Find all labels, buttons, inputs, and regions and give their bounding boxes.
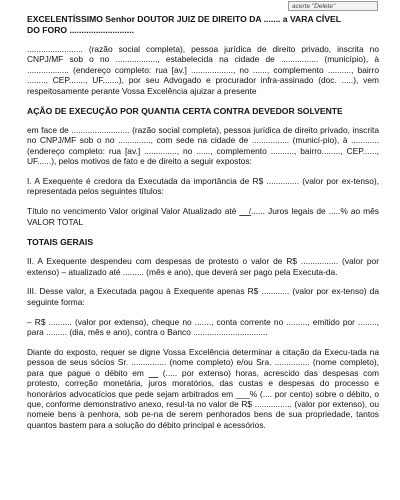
final-request (27, 347, 379, 430)
final-request-end: (..... por extenso) horas, acrescido das despesas com protesto, correção monetária, juros moratórios, das custas e despesas do processo e honorários advocatícios que pede sejam arbitrados em ___% (.... por cento) sobre o débito, o que, conforme demonstrativo anexo, resul-ta no valor de R$ ................ (valor por extenso), ou nomeie bens à penhora, sob pe-na de serem penhorados bens de sua propriedade, tantos quantos bastem para a solução do débito principal e acessórios. (27, 367, 379, 430)
defendant-qualification: em face de ......................... (razão social completa), pessoa jurídica de direito privado, inscrita no CNPJ/MF sob o no .............., com sede na cidade de ................ (municí-pio), à ............ (endereço completo: rua [av.] .............., no ......, complemento .........., bairro........, CEP......, UF......), pelos motivos de fato e de direito a seguir expostos: (27, 124, 379, 167)
top-toolbar (0, 0, 400, 13)
court-address-line-2: DO FORO ........................... (27, 25, 134, 35)
titles-table-text (27, 206, 379, 227)
edit-hint-box: acerte "Delete" (288, 1, 378, 11)
plaintiff-qualification: ........................ (razão social completa), pessoa jurídica de direito privado, inscrita no CNPJ/MF sob o no .................., estabelecida na cidade de ................ (município), à .................. (endereço completo: rua [av.] .................., no ......, complemento .........., bairro ........, CEP......., UF.......), por seu Advogado e procurador infra-assinado (doc. .....), vem respeitosamente perante Vossa Excelência ajuizar a presente (27, 44, 379, 96)
totals-title: TOTAIS GERAIS (27, 236, 94, 247)
titles-table-text-start: Título no vencimento Valor original Valor Atualizado até (27, 206, 240, 217)
action-title: AÇÃO DE EXECUÇÃO POR QUANTIA CERTA CONTRA DEVEDOR SOLVENTE (27, 105, 343, 116)
claim-item-3: III. Desse valor, a Executada pagou à Exequente apenas R$ ............ (valor por ex-tenso) da seguinte forma: (27, 286, 379, 307)
payment-detail: – R$ .......... (valor por extenso), cheque no ......., conta corrente no ........., emitido por ........, para ......... (dia, mês e ano), contra o Banco ................................ (27, 316, 379, 338)
claim-item-1: I. A Exequente é credora da Executada da importância de R$ .............. (valor por ex-tenso), representada pelos seguintes títulos: (27, 176, 379, 197)
date-field-link[interactable]: __/ (239, 206, 252, 217)
final-request-start: Diante do exposto, requer se digne Vossa Excelência determinar a citação da Execu-tada na pessoa de seus sócios Sr. ............... (nome completo) e/ou Sra. ............... (nome completo), para que pague o débito em (27, 347, 379, 378)
titles-table-text-end: ...... Juros legais de .....% ao mês VALOR TOTAL (27, 206, 379, 227)
claim-item-2: II. A Exequente despendeu com despesas de protesto o valor de R$ ................ (valor por extenso) – atualizado até ......... (mês e ano), que deverá ser pago pela Executa-da. (27, 256, 379, 277)
document-page (27, 14, 379, 430)
court-address-line-1: EXCELENTÍSSIMO Senhor DOUTOR JUIZ DE DIREITO DA ....... a VARA CÍVEL (27, 14, 342, 24)
court-address (27, 14, 379, 36)
hours-field-link[interactable]: __ (148, 367, 158, 378)
